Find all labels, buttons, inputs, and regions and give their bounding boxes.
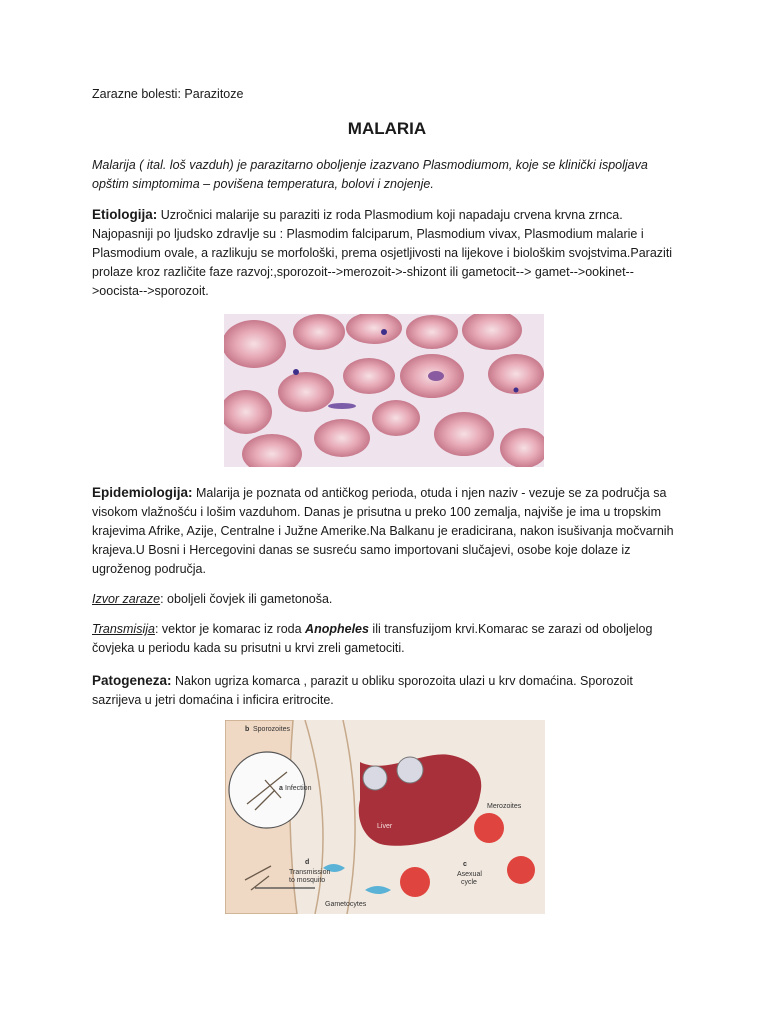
transmisija-genus: Anopheles [305,622,369,636]
patogeneza-label: Patogeneza: [92,673,172,688]
diagram-liver-label: Liver [377,823,393,830]
epidemiologija-text: Malarija je poznata od antičkog perioda, otuda i njen naziv - vezuje se za područja sa visokom vlažnošću i lošim vazduhom. Danas je prisutna u preko 100 zemalja, najviše je ima u tropskim krajevima Afrike, Azije, Centralne i Južne Amerike.Na Balkanu je eradicirana, nakon isušivanja močvarnih krajeva.U Bosni i Hercegovini danas se susreću samo importovani slučajevi, osobe koje dolaze iz ugroženog područja. [92,486,674,576]
diagram-merozoites-label: Merozoites [487,803,522,810]
diagram-label-d: d [305,859,310,866]
etiologija-label: Etiologija: [92,207,158,222]
patogeneza-text: Nakon ugriza komarca , parazit u obliku sporozoita ulazi u krv domaćina. Sporozoit sazrijeva u jetri domaćina i inficira eritrocite. [92,674,633,707]
diagram-sporozoites-label: Sporozoites [253,726,290,733]
svg-text:b [245,726,249,733]
etiologija-paragraph [92,205,682,301]
izvor-paragraph [92,590,682,609]
transmisija-label: Transmisija [92,622,155,636]
diagram-gametocytes-label: Gametocytes [325,901,367,908]
patogeneza-paragraph [92,671,682,710]
diagram-transmission-label-1: Transmission [289,869,331,876]
page-title: MALARIA [347,119,427,138]
izvor-label: Izvor zaraze [92,592,161,606]
diagram-infection-label: Infection [285,785,312,792]
diagram-label-a: a [279,785,283,792]
transmisija-text-1: : vektor je komarac iz roda [154,622,306,636]
izvor-text: : oboljeli čovjek ili gametonoša. [160,592,333,606]
intro-paragraph: Malarija ( ital. loš vazduh) je parazitarno oboljenje izazvano Plasmodiumom, koje se klinički ispoljava opštim simptomima – povišena temperatura, bolovi i znojenje. [92,158,648,191]
diagram-transmission-label-2: to mosquito [289,877,326,884]
transmisija-paragraph [92,620,682,658]
blood-smear-micrograph [224,314,544,467]
epidemiologija-paragraph [92,483,682,579]
diagram-asexual-label-1: Asexual [457,871,482,878]
malaria-lifecycle-diagram [225,720,545,914]
diagram-label-c: c [463,861,467,868]
diagram-asexual-label-2: cycle [461,879,477,886]
transmisija-text-2: ili transfuzijom krvi.Komarac se zarazi od oboljelog čovjeka u periodu kada su prisutni u krvi zreli gametociti. [92,622,653,655]
diagram-label-b: b [245,726,250,733]
etiologija-text: Uzročnici malarije su paraziti iz roda Plasmodium koji napadaju crvena krvna zrnca. Najopasniji po ljudsko zdravlje su : Plasmodim falciparum, Plasmodium vivax, Plasmodium malarie i Plasmodium ovale, a razlikuju se morfološki, prema osjetljivosti na lijekove i biološkim svojstvima.Paraziti prolaze kroz različite faze razvoj:,sporozoit-->merozoit->-shizont ili gametocit--> gamet-->ookinet-->oocista-->sporozoit. [92,208,673,298]
document-header: Zarazne bolesti: Parazitoze [92,87,244,101]
epidemiologija-label: Epidemiologija: [92,485,193,500]
